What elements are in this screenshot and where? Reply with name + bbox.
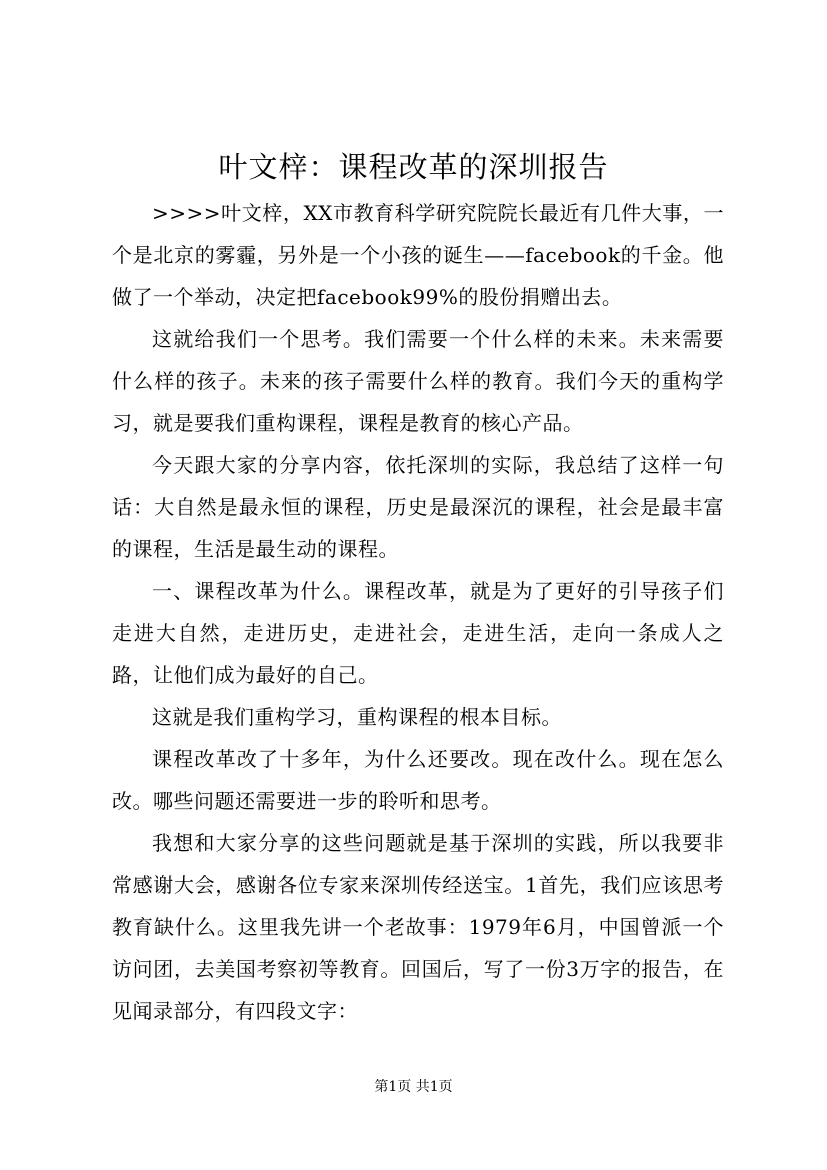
paragraph-1: >>>>叶文梓，XX市教育科学研究院院长最近有几件大事，一个是北京的雾霾，另外是一个小孩的诞生——facebook的千金。他做了一个举动，决定把facebook99%的股份捐赠出去。 [112,201,724,309]
document-title: 叶文梓：课程改革的深圳报告 [218,150,609,184]
paragraph-5: 这就是我们重构学习，重构课程的根本目标。 [152,705,562,729]
page-footer: 第1页 共1页 [374,1079,453,1095]
document-body [112,192,724,1032]
paragraph-4: 一、课程改革为什么。课程改革，就是为了更好的引导孩子们走进大自然，走进历史，走进社会，走进生活，走向一条成人之路，让他们成为最好的自己。 [112,579,724,687]
paragraph-6: 课程改革改了十多年，为什么还要改。现在改什么。现在怎么改。哪些问题还需要进一步的聆听和思考。 [112,747,724,813]
paragraph-3: 今天跟大家的分享内容，依托深圳的实际，我总结了这样一句话：大自然是最永恒的课程，历史是最深沉的课程，社会是最丰富的课程，生活是最生动的课程。 [112,453,724,561]
paragraph-7: 我想和大家分享的这些问题就是基于深圳的实践，所以我要非常感谢大会，感谢各位专家来深圳传经送宝。1首先，我们应该思考教育缺什么。这里我先讲一个老故事：1979年6月，中国曾派一个访问团，去美国考察初等教育。回国后，写了一份3万字的报告，在见闻录部分，有四段文字： [112,831,724,1023]
paragraph-2: 这就给我们一个思考。我们需要一个什么样的未来。未来需要什么样的孩子。未来的孩子需要什么样的教育。我们今天的重构学习，就是要我们重构课程，课程是教育的核心产品。 [112,327,724,435]
